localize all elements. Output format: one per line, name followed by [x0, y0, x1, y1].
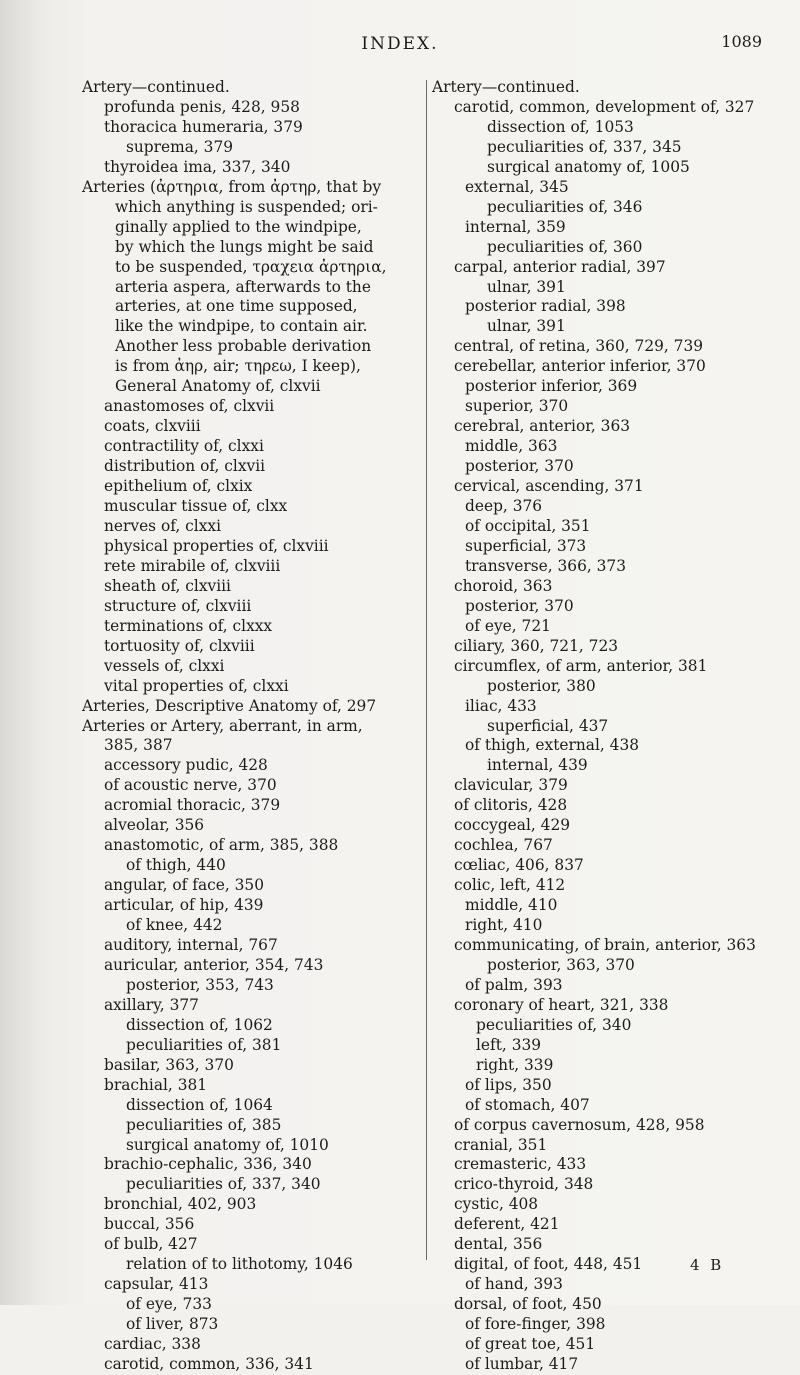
- index-entry: articular, of hip, 439: [104, 896, 264, 915]
- index-entry: of fore-finger, 398: [465, 1315, 606, 1334]
- index-entry: brachio-cephalic, 336, 340: [104, 1155, 312, 1174]
- index-entry: like the windpipe, to contain air.: [115, 317, 368, 336]
- index-entry: of hand, 393: [465, 1275, 563, 1294]
- index-entry: auditory, internal, 767: [104, 935, 278, 954]
- index-entry: auricular, anterior, 354, 743: [104, 955, 324, 974]
- index-entry: of eye, 733: [126, 1295, 212, 1314]
- index-entry: deep, 376: [465, 497, 543, 516]
- index-entry: internal, 359: [465, 217, 566, 236]
- index-entry: internal, 439: [487, 756, 588, 775]
- index-entry: posterior, 370: [465, 457, 574, 476]
- index-entry: relation of to lithotomy, 1046: [126, 1255, 353, 1274]
- index-entry: alveolar, 356: [104, 816, 205, 835]
- index-entry: superficial, 373: [465, 536, 587, 555]
- index-entry: Artery—continued.: [432, 78, 580, 96]
- index-entry: Arteries or Artery, aberrant, in arm,: [82, 716, 363, 735]
- index-entry: acromial thoracic, 379: [104, 796, 281, 815]
- index-entry: of corpus cavernosum, 428, 958: [454, 1115, 705, 1134]
- index-entry: accessory pudic, 428: [104, 756, 268, 775]
- index-entry: of acoustic nerve, 370: [104, 776, 277, 795]
- index-entry: physical properties of, clxviii: [104, 536, 329, 555]
- index-entry: coccygeal, 429: [454, 816, 571, 835]
- index-entry: of lumbar, 417: [465, 1355, 579, 1373]
- index-entry: peculiarities of, 385: [126, 1115, 282, 1134]
- index-entry: General Anatomy of, clxvii: [115, 377, 321, 396]
- index-entry: angular, of face, 350: [104, 876, 265, 895]
- index-entry: suprema, 379: [126, 137, 234, 156]
- index-entry: peculiarities of, 381: [126, 1035, 282, 1054]
- index-entry: axillary, 377: [104, 995, 199, 1014]
- index-entry: carpal, anterior radial, 397: [454, 257, 666, 276]
- index-entry: which anything is suspended; ori-: [115, 197, 378, 216]
- index-entry: cervical, ascending, 371: [454, 477, 644, 496]
- index-entry: cremasteric, 433: [454, 1155, 587, 1174]
- index-entry: posterior, 363, 370: [487, 955, 635, 974]
- index-entry: of thigh, 440: [126, 856, 226, 875]
- index-entry: posterior, 380: [487, 676, 596, 695]
- running-header: INDEX.: [361, 34, 439, 54]
- index-entry: iliac, 433: [465, 696, 537, 715]
- index-entry: cardiac, 338: [104, 1335, 201, 1354]
- index-entry: Another less probable derivation: [115, 337, 372, 356]
- index-entry: circumflex, of arm, anterior, 381: [454, 656, 708, 675]
- index-entry: transverse, 366, 373: [465, 556, 627, 575]
- index-entry: of eye, 721: [465, 616, 551, 635]
- index-entry: basilar, 363, 370: [104, 1055, 234, 1074]
- index-entry: superficial, 437: [487, 716, 609, 735]
- index-entry: profunda penis, 428, 958: [104, 97, 300, 116]
- index-entry: of thigh, external, 438: [465, 736, 640, 755]
- index-entry: right, 339: [476, 1055, 554, 1074]
- index-entry: ciliary, 360, 721, 723: [454, 636, 619, 655]
- index-entry: sheath of, clxviii: [104, 576, 231, 595]
- index-entry: ulnar, 391: [487, 277, 566, 296]
- index-entry: posterior radial, 398: [465, 297, 626, 316]
- index-entry: muscular tissue of, clxx: [104, 497, 288, 516]
- index-entry: Artery—continued.: [82, 78, 230, 96]
- index-entry: central, of retina, 360, 729, 739: [454, 337, 704, 356]
- index-entry: of liver, 873: [126, 1315, 219, 1334]
- index-column-right: [432, 78, 778, 1375]
- index-entry: communicating, of brain, anterior, 363: [454, 935, 756, 954]
- index-entry: brachial, 381: [104, 1075, 208, 1094]
- index-entry: surgical anatomy of, 1005: [487, 157, 690, 176]
- index-entry: superior, 370: [465, 397, 569, 416]
- index-entry: capsular, 413: [104, 1275, 209, 1294]
- index-entry: peculiarities of, 346: [487, 197, 643, 216]
- index-entry: rete mirabile of, clxviii: [104, 556, 281, 575]
- index-entry: of bulb, 427: [104, 1235, 198, 1254]
- index-entry: choroid, 363: [454, 576, 553, 595]
- index-entry: clavicular, 379: [454, 776, 568, 795]
- index-entry: coronary of heart, 321, 338: [454, 995, 669, 1014]
- index-entry: digital, of foot, 448, 451: [454, 1255, 643, 1274]
- index-entry: of knee, 442: [126, 916, 223, 935]
- index-entry: ginally applied to the windpipe,: [115, 217, 362, 236]
- index-entry: deferent, 421: [454, 1215, 560, 1234]
- index-entry: bronchial, 402, 903: [104, 1195, 257, 1214]
- index-entry: of occipital, 351: [465, 516, 591, 535]
- index-entry: anastomotic, of arm, 385, 388: [104, 836, 339, 855]
- index-entry: of clitoris, 428: [454, 796, 568, 815]
- index-entry: cranial, 351: [454, 1135, 548, 1154]
- index-entry: structure of, clxviii: [104, 596, 252, 615]
- index-entry: coats, clxviii: [104, 417, 201, 436]
- index-entry: by which the lungs might be said: [115, 237, 374, 256]
- index-entry: dissection of, 1062: [126, 1015, 273, 1034]
- index-entry: vital properties of, clxxi: [104, 676, 289, 695]
- index-entry: peculiarities of, 337, 340: [126, 1175, 321, 1194]
- index-column-left: [82, 78, 418, 1375]
- index-entry: epithelium of, clxix: [104, 477, 253, 496]
- index-entry: middle, 363: [465, 437, 558, 456]
- index-entry: external, 345: [465, 177, 569, 196]
- index-entry: of palm, 393: [465, 975, 563, 994]
- index-entry: left, 339: [476, 1035, 542, 1054]
- index-entry: dissection of, 1064: [126, 1095, 273, 1114]
- index-entry: peculiarities of, 340: [476, 1015, 632, 1034]
- index-entry: tortuosity of, clxviii: [104, 636, 255, 655]
- index-entry: of great toe, 451: [465, 1335, 596, 1354]
- index-entry: buccal, 356: [104, 1215, 195, 1234]
- index-entry: cochlea, 767: [454, 836, 553, 855]
- index-entry: cœliac, 406, 837: [454, 856, 584, 875]
- index-entry: posterior, 370: [465, 596, 574, 615]
- index-entry: Arteries, Descriptive Anatomy of, 297: [82, 696, 377, 715]
- index-entry: cerebral, anterior, 363: [454, 417, 631, 436]
- index-entry: middle, 410: [465, 896, 558, 915]
- index-entry: ulnar, 391: [487, 317, 566, 336]
- index-entry: crico-thyroid, 348: [454, 1175, 594, 1194]
- index-entry: peculiarities of, 360: [487, 237, 643, 256]
- index-entry: dental, 356: [454, 1235, 543, 1254]
- index-entry: dorsal, of foot, 450: [454, 1295, 602, 1314]
- column-divider: [426, 80, 427, 1260]
- index-entry: posterior, 353, 743: [126, 975, 274, 994]
- index-entry: contractility of, clxxi: [104, 437, 264, 456]
- index-entry: of lips, 350: [465, 1075, 552, 1094]
- printer-signature: 4 B: [690, 1256, 725, 1274]
- index-entry: carotid, common, development of, 327: [454, 97, 755, 116]
- index-entry: right, 410: [465, 916, 543, 935]
- index-entry: thoracica humeraria, 379: [104, 117, 303, 136]
- index-entry: is from ἀηρ, air; τηρεω, I keep),: [115, 357, 361, 376]
- index-entry: surgical anatomy of, 1010: [126, 1135, 329, 1154]
- index-entry: vessels of, clxxi: [104, 656, 225, 675]
- index-entry: to be suspended, τραχεια ἀρτηρια,: [115, 257, 387, 276]
- index-entry: colic, left, 412: [454, 876, 566, 895]
- index-entry: nerves of, clxxi: [104, 516, 221, 535]
- index-entry: carotid, common, 336, 341: [104, 1355, 314, 1373]
- index-entry: peculiarities of, 337, 345: [487, 137, 682, 156]
- index-entry: cerebellar, anterior inferior, 370: [454, 357, 706, 376]
- index-entry: Arteries (ἀρτηρια, from ἀρτηρ, that by: [82, 177, 382, 196]
- index-entry: thyroidea ima, 337, 340: [104, 157, 291, 176]
- index-entry: posterior inferior, 369: [465, 377, 638, 396]
- index-entry: dissection of, 1053: [487, 117, 634, 136]
- index-entry: terminations of, clxxx: [104, 616, 273, 635]
- index-entry: of stomach, 407: [465, 1095, 590, 1114]
- index-entry: distribution of, clxvii: [104, 457, 266, 476]
- index-entry: cystic, 408: [454, 1195, 539, 1214]
- page-number: 1089: [721, 32, 762, 51]
- index-entry: anastomoses of, clxvii: [104, 397, 275, 416]
- index-entry: arteria aspera, afterwards to the: [115, 277, 371, 296]
- index-entry: 385, 387: [104, 736, 173, 755]
- index-entry: arteries, at one time supposed,: [115, 297, 358, 316]
